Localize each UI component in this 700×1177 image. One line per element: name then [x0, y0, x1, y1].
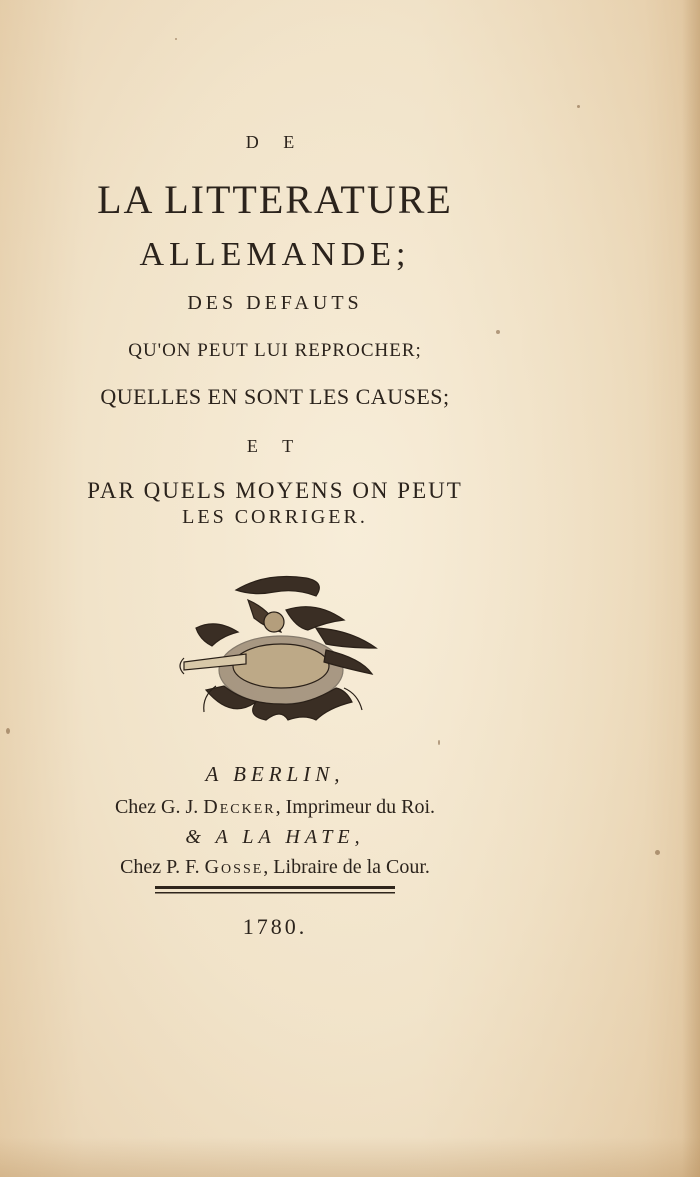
subtitle-line-1: DES DEFAUTS	[187, 292, 363, 314]
imprint-printer	[0, 796, 550, 819]
subtitle-line-2: QU'ON PEUT LUI REPROCHER;	[128, 340, 422, 361]
publication-year: 1780.	[242, 914, 308, 939]
imprint-bookseller	[0, 856, 550, 879]
subtitle-line-5: LES CORRIGER.	[182, 506, 368, 528]
subtitle-et: E T	[246, 436, 304, 456]
subtitle-line-4: PAR QUELS MOYENS ON PEUT	[87, 478, 463, 503]
subtitle-line-3: QUELLES EN SONT LES CAUSES;	[100, 384, 450, 409]
title-line-1: LA LITTERATURE	[97, 177, 453, 222]
page-edge-shadow	[682, 0, 700, 1177]
imprint-bookseller-name: Gosse	[204, 856, 264, 878]
title-de: D E	[245, 132, 305, 152]
title-line-2: ALLEMANDE;	[139, 236, 411, 273]
page-bottom-shadow	[0, 1137, 700, 1177]
imprint-bookseller-prefix: Chez P. F.	[120, 856, 205, 878]
imprint-printer-name: Decker	[203, 796, 276, 818]
imprint-place-hague: & A LA HATE,	[185, 826, 365, 848]
imprint-bookseller-suffix: , Libraire de la Cour.	[263, 856, 430, 878]
woodcut-ornament-icon	[176, 570, 386, 726]
imprint-place-berlin: A BERLIN,	[205, 762, 345, 786]
imprint-printer-suffix: , Imprimeur du Roi.	[275, 796, 436, 818]
double-rule-divider	[155, 886, 395, 896]
imprint-printer-prefix: Chez G. J.	[114, 796, 204, 818]
